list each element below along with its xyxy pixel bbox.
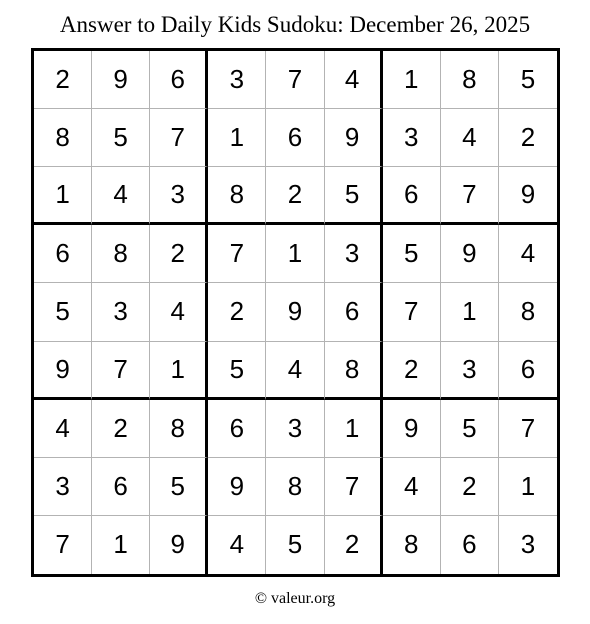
sudoku-cell-r8c6: 7: [325, 458, 383, 516]
sudoku-cell-r2c2: 5: [92, 109, 150, 167]
sudoku-cell-r9c3: 9: [150, 516, 208, 574]
sudoku-cell-r9c2: 1: [92, 516, 150, 574]
sudoku-cell-r3c7: 6: [383, 167, 441, 225]
sudoku-cell-r6c9: 6: [499, 342, 557, 400]
sudoku-cell-r2c1: 8: [34, 109, 92, 167]
sudoku-cell-r5c8: 1: [441, 283, 499, 341]
sudoku-cell-r1c2: 9: [92, 51, 150, 109]
sudoku-cell-r2c9: 2: [499, 109, 557, 167]
sudoku-cell-r6c8: 3: [441, 342, 499, 400]
sudoku-cell-r8c5: 8: [266, 458, 324, 516]
sudoku-cell-r1c7: 1: [383, 51, 441, 109]
sudoku-cell-r1c3: 6: [150, 51, 208, 109]
sudoku-cell-r3c4: 8: [208, 167, 266, 225]
sudoku-cell-r1c9: 5: [499, 51, 557, 109]
sudoku-cell-r4c8: 9: [441, 225, 499, 283]
sudoku-cell-r3c9: 9: [499, 167, 557, 225]
sudoku-cell-r9c7: 8: [383, 516, 441, 574]
sudoku-cell-r1c5: 7: [266, 51, 324, 109]
page-title: Answer to Daily Kids Sudoku: December 26, 2025: [59, 12, 531, 37]
sudoku-cell-r6c4: 5: [208, 342, 266, 400]
copyright-footer: © valeur.org: [254, 590, 336, 607]
sudoku-cell-r9c4: 4: [208, 516, 266, 574]
sudoku-cell-r7c5: 3: [266, 400, 324, 458]
sudoku-cell-r3c8: 7: [441, 167, 499, 225]
sudoku-cell-r4c4: 7: [208, 225, 266, 283]
sudoku-cell-r3c2: 4: [92, 167, 150, 225]
sudoku-cell-r8c2: 6: [92, 458, 150, 516]
sudoku-cell-r5c9: 8: [499, 283, 557, 341]
sudoku-cell-r8c3: 5: [150, 458, 208, 516]
sudoku-cell-r7c4: 6: [208, 400, 266, 458]
sudoku-cell-r2c7: 3: [383, 109, 441, 167]
sudoku-cell-r4c2: 8: [92, 225, 150, 283]
sudoku-cell-r1c6: 4: [325, 51, 383, 109]
sudoku-cell-r4c1: 6: [34, 225, 92, 283]
sudoku-cell-r2c4: 1: [208, 109, 266, 167]
sudoku-cell-r2c5: 6: [266, 109, 324, 167]
sudoku-cell-r6c5: 4: [266, 342, 324, 400]
sudoku-cell-r8c8: 2: [441, 458, 499, 516]
sudoku-cell-r2c6: 9: [325, 109, 383, 167]
sudoku-cell-r3c6: 5: [325, 167, 383, 225]
sudoku-cell-r9c6: 2: [325, 516, 383, 574]
sudoku-cell-r3c1: 1: [34, 167, 92, 225]
sudoku-cell-r6c2: 7: [92, 342, 150, 400]
sudoku-cell-r9c9: 3: [520, 529, 536, 560]
sudoku-cell-r8c1: 3: [34, 458, 92, 516]
sudoku-cell-r6c7: 2: [383, 342, 441, 400]
sudoku-cell-r7c2: 2: [92, 400, 150, 458]
sudoku-cell-r2c8: 4: [441, 109, 499, 167]
sudoku-cell-r3c3: 3: [150, 167, 208, 225]
sudoku-cell-r3c5: 2: [266, 167, 324, 225]
sudoku-cell-r9c1: 7: [34, 516, 92, 574]
sudoku-cell-r6c1: 9: [34, 342, 92, 400]
sudoku-cell-r7c1: 4: [34, 400, 92, 458]
sudoku-cell-r4c6: 3: [325, 225, 383, 283]
sudoku-cell-r4c5: 1: [266, 225, 324, 283]
sudoku-cell-r6c3: 1: [150, 342, 208, 400]
sudoku-cell-r7c9: 7: [499, 400, 557, 458]
sudoku-cell-r8c4: 9: [208, 458, 266, 516]
sudoku-board: [31, 48, 560, 577]
sudoku-cell-r5c7: 7: [383, 283, 441, 341]
sudoku-cell-r7c6: 1: [325, 400, 383, 458]
sudoku-cell-r5c6: 6: [325, 283, 383, 341]
sudoku-cell-r5c3: 4: [150, 283, 208, 341]
sudoku-cell-r7c3: 8: [150, 400, 208, 458]
sudoku-cell-r9c5: 5: [266, 516, 324, 574]
sudoku-cell-r1c8: 8: [441, 51, 499, 109]
sudoku-cell-r8c7: 4: [383, 458, 441, 516]
sudoku-cell-r4c9: 4: [499, 225, 557, 283]
sudoku-cell-r1c4: 3: [208, 51, 266, 109]
sudoku-cell-r2c3: 7: [150, 109, 208, 167]
sudoku-cell-r1c1: 2: [34, 51, 92, 109]
sudoku-cell-r5c4: 2: [208, 283, 266, 341]
sudoku-cell-r5c2: 3: [92, 283, 150, 341]
sudoku-cell-r4c7: 5: [383, 225, 441, 283]
sudoku-cell-r9c8: 6: [441, 516, 499, 574]
sudoku-cell-r6c6: 8: [325, 342, 383, 400]
sudoku-cell-r4c3: 2: [150, 225, 208, 283]
sudoku-cell-r5c1: 5: [34, 283, 92, 341]
sudoku-cell-r7c8: 5: [441, 400, 499, 458]
sudoku-cell-r5c5: 9: [266, 283, 324, 341]
sudoku-cell-r7c7: 9: [383, 400, 441, 458]
sudoku-cell-r8c9: 1: [499, 458, 557, 516]
